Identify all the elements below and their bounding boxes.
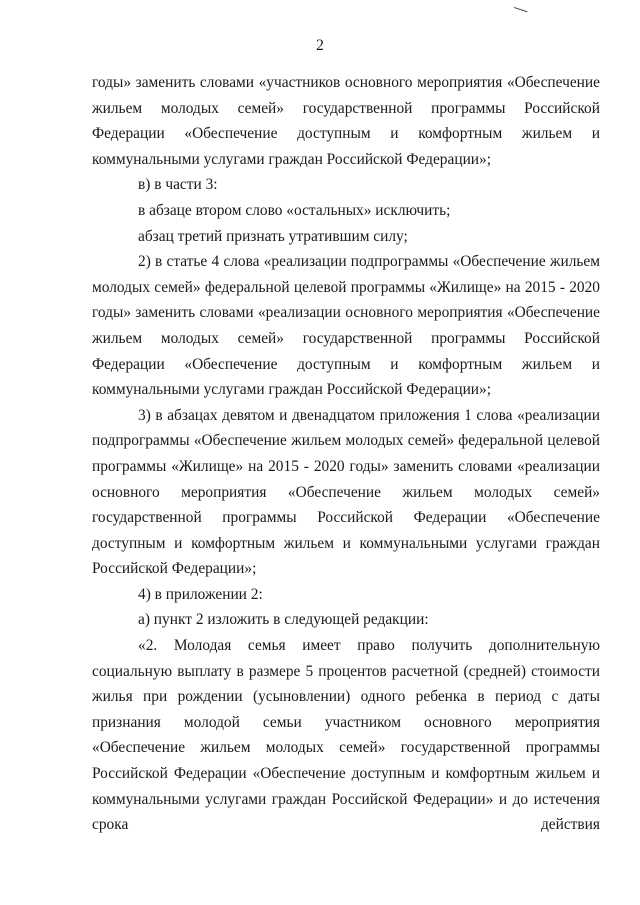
page-number: 2 bbox=[316, 37, 324, 54]
paragraph-part-3: в) в части 3: bbox=[138, 176, 218, 194]
paragraph-item-2: 2) в статье 4 слова «реализации подпрограммы «Обеспечение жильем молодых семей» федеральной целевой программы «Жилище» на 2015 - 2020 годы» заменить словами «реализации основного мероприятия «Обеспечение жильем молодых семей» государственной программы Российской Федерации «Обеспечение доступным и комфортным жильем и коммунальными услугами граждан Российской Федерации»; bbox=[92, 253, 600, 399]
paragraph-point-2-text: «2. Молодая семья имеет право получить дополнительную социальную выплату в размере 5 процентов расчетной (средней) стоимости жилья при рождении (усыновлении) одного ребенка в период с даты признания молодой семьи участником основного мероприятия «Обеспечение жильем молодых семей» государственной программы Российской Федерации «Обеспечение доступным и комфортным жильем и коммунальными услугами граждан Российской Федерации» и до истечения срока действия bbox=[92, 637, 600, 834]
paragraph-subitem-a: а) пункт 2 изложить в следующей редакции: bbox=[138, 611, 429, 629]
paragraph-abzac-2: в абзаце втором слово «остальных» исключить; bbox=[138, 201, 451, 219]
paragraph-continuation: годы» заменить словами «участников основного мероприятия «Обеспечение жильем молодых семей» государственной программы Российской Федерации «Обеспечение доступным и комфортным жильем и коммунальными услугами граждан Российской Федерации»; bbox=[92, 74, 600, 168]
document-body bbox=[92, 70, 600, 838]
paragraph-item-4: 4) в приложении 2: bbox=[138, 585, 263, 603]
pen-mark bbox=[513, 7, 528, 16]
paragraph-item-3: 3) в абзацах девятом и двенадцатом приложения 1 слова «реализации подпрограммы «Обеспечение жильем молодых семей» федеральной целевой программы «Жилище» на 2015 - 2020 годы» заменить словами «реализации основного мероприятия «Обеспечение жильем молодых семей» государственной программы Российской Федерации «Обеспечение доступным и комфортным жильем и коммунальными услугами граждан Российской Федерации»; bbox=[92, 406, 600, 578]
paragraph-abzac-3: абзац третий признать утратившим силу; bbox=[138, 227, 408, 245]
